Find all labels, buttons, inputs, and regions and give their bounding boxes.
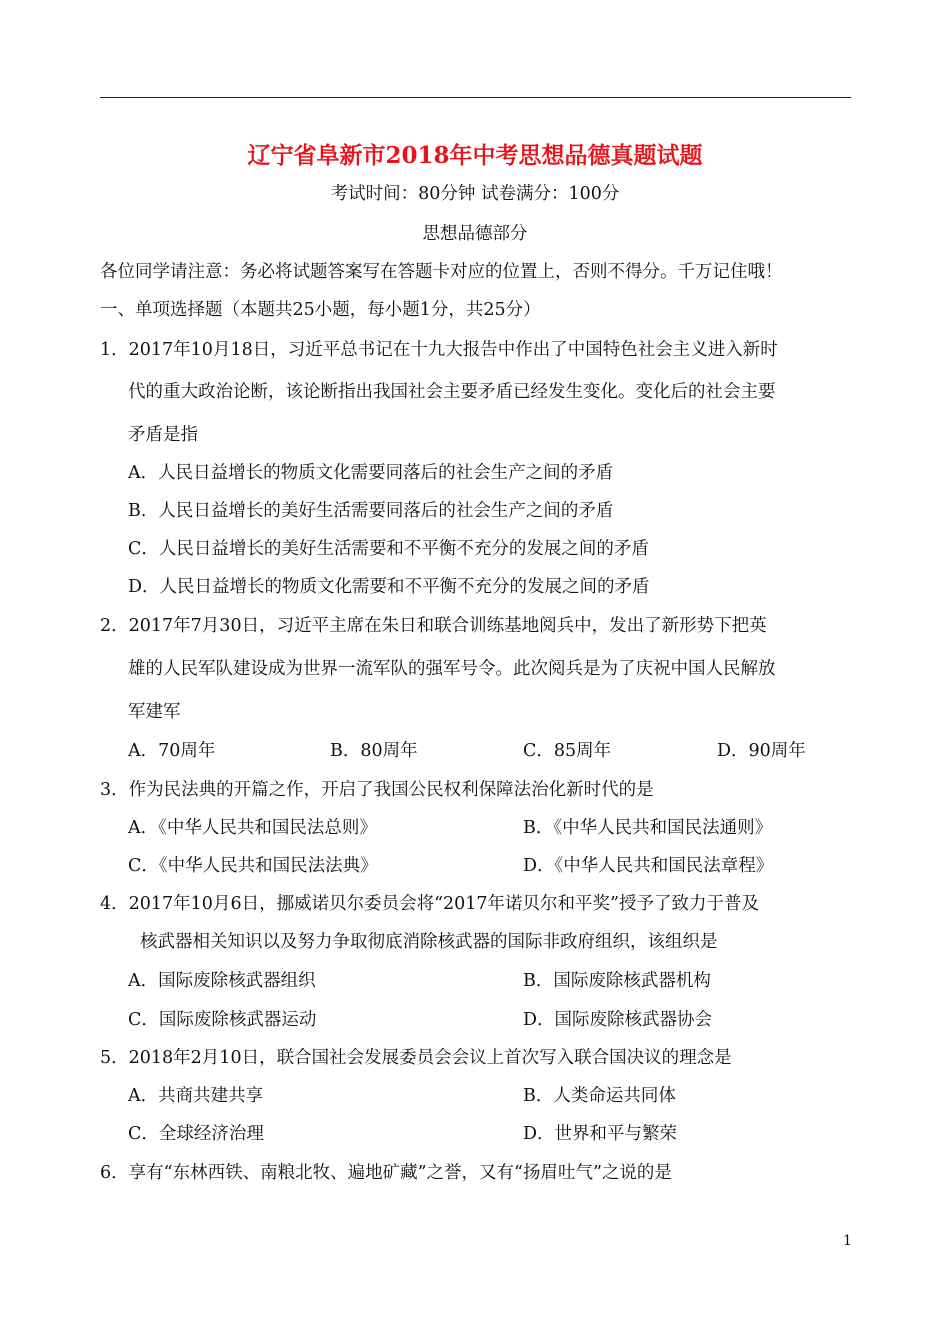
option-d: D．人民日益增长的物质文化需要和不平衡不充分的发展之间的矛盾 bbox=[128, 577, 650, 597]
option-b: B．《中华人民共和国民法通则》 bbox=[523, 818, 773, 838]
exam-info: 考试时间：80分钟 试卷满分：100分 bbox=[330, 184, 620, 204]
question-stem-line: 3．作为民法典的开篇之作，开启了我国公民权利保障法治化新时代的是 bbox=[100, 780, 654, 800]
question-stem-line: 1．2017年10月18日，习近平总书记在十九大报告中作出了中国特色社会主义进入新时 bbox=[100, 340, 778, 360]
option-b: B．人民日益增长的美好生活需要同落后的社会生产之间的矛盾 bbox=[128, 501, 614, 521]
option-c: C．全球经济治理 bbox=[128, 1124, 264, 1144]
option-d: D．国际废除核武器协会 bbox=[523, 1010, 713, 1030]
question-stem-line: 6．享有“东林西铁、南粮北牧、遍地矿藏”之誉，又有“扬眉吐气”之说的是 bbox=[100, 1163, 672, 1183]
notice: 各位同学请注意：务必将试题答案写在答题卡对应的位置上，否则不得分。千万记住哦！ bbox=[100, 262, 783, 282]
question-stem-line: 军建军 bbox=[128, 702, 181, 722]
option-b: B．国际废除核武器机构 bbox=[523, 971, 711, 991]
question-stem-line: 2．2017年7月30日，习近平主席在朱日和联合训练基地阅兵中，发出了新形势下把英 bbox=[100, 616, 767, 636]
option-c: C．85周年 bbox=[523, 741, 612, 761]
part-heading: 一、单项选择题（本题共25小题，每小题1分，共25分） bbox=[100, 300, 541, 320]
option-c: C．人民日益增长的美好生活需要和不平衡不充分的发展之间的矛盾 bbox=[128, 539, 649, 559]
question-stem-line: 4．2017年10月6日，挪威诺贝尔委员会将“2017年诺贝尔和平奖”授予了致力于普及 bbox=[100, 894, 759, 914]
option-a: A．《中华人民共和国民法总则》 bbox=[128, 818, 377, 838]
option-c: C．国际废除核武器运动 bbox=[128, 1010, 317, 1030]
option-b: B．80周年 bbox=[330, 741, 418, 761]
option-a: A．70周年 bbox=[128, 741, 216, 761]
paper-title: 辽宁省阜新市2018年中考思想品德真题试题 bbox=[247, 142, 703, 169]
page-number: 1 bbox=[843, 1233, 852, 1249]
option-a: A．共商共建共享 bbox=[128, 1086, 264, 1106]
option-d: D．世界和平与繁荣 bbox=[523, 1124, 678, 1144]
option-a: A．国际废除核武器组织 bbox=[128, 971, 316, 991]
question-stem-line: 5．2018年2月10日，联合国社会发展委员会会议上首次写入联合国决议的理念是 bbox=[100, 1048, 732, 1068]
header-rule bbox=[100, 97, 851, 98]
question-stem-line: 核武器相关知识以及努力争取彻底消除核武器的国际非政府组织，该组织是 bbox=[140, 932, 718, 952]
question-stem-line: 矛盾是指 bbox=[128, 425, 198, 445]
section-title: 思想品德部分 bbox=[422, 224, 528, 244]
option-d: D．90周年 bbox=[717, 741, 806, 761]
question-stem-line: 代的重大政治论断，该论断指出我国社会主要矛盾已经发生变化。变化后的社会主要 bbox=[128, 382, 776, 402]
option-b: B．人类命运共同体 bbox=[523, 1086, 676, 1106]
question-stem-line: 雄的人民军队建设成为世界一流军队的强军号令。此次阅兵是为了庆祝中国人民解放 bbox=[128, 659, 776, 679]
option-a: A．人民日益增长的物质文化需要同落后的社会生产之间的矛盾 bbox=[128, 463, 614, 483]
option-d: D．《中华人民共和国民法章程》 bbox=[523, 856, 774, 876]
option-c: C．《中华人民共和国民法法典》 bbox=[128, 856, 378, 876]
